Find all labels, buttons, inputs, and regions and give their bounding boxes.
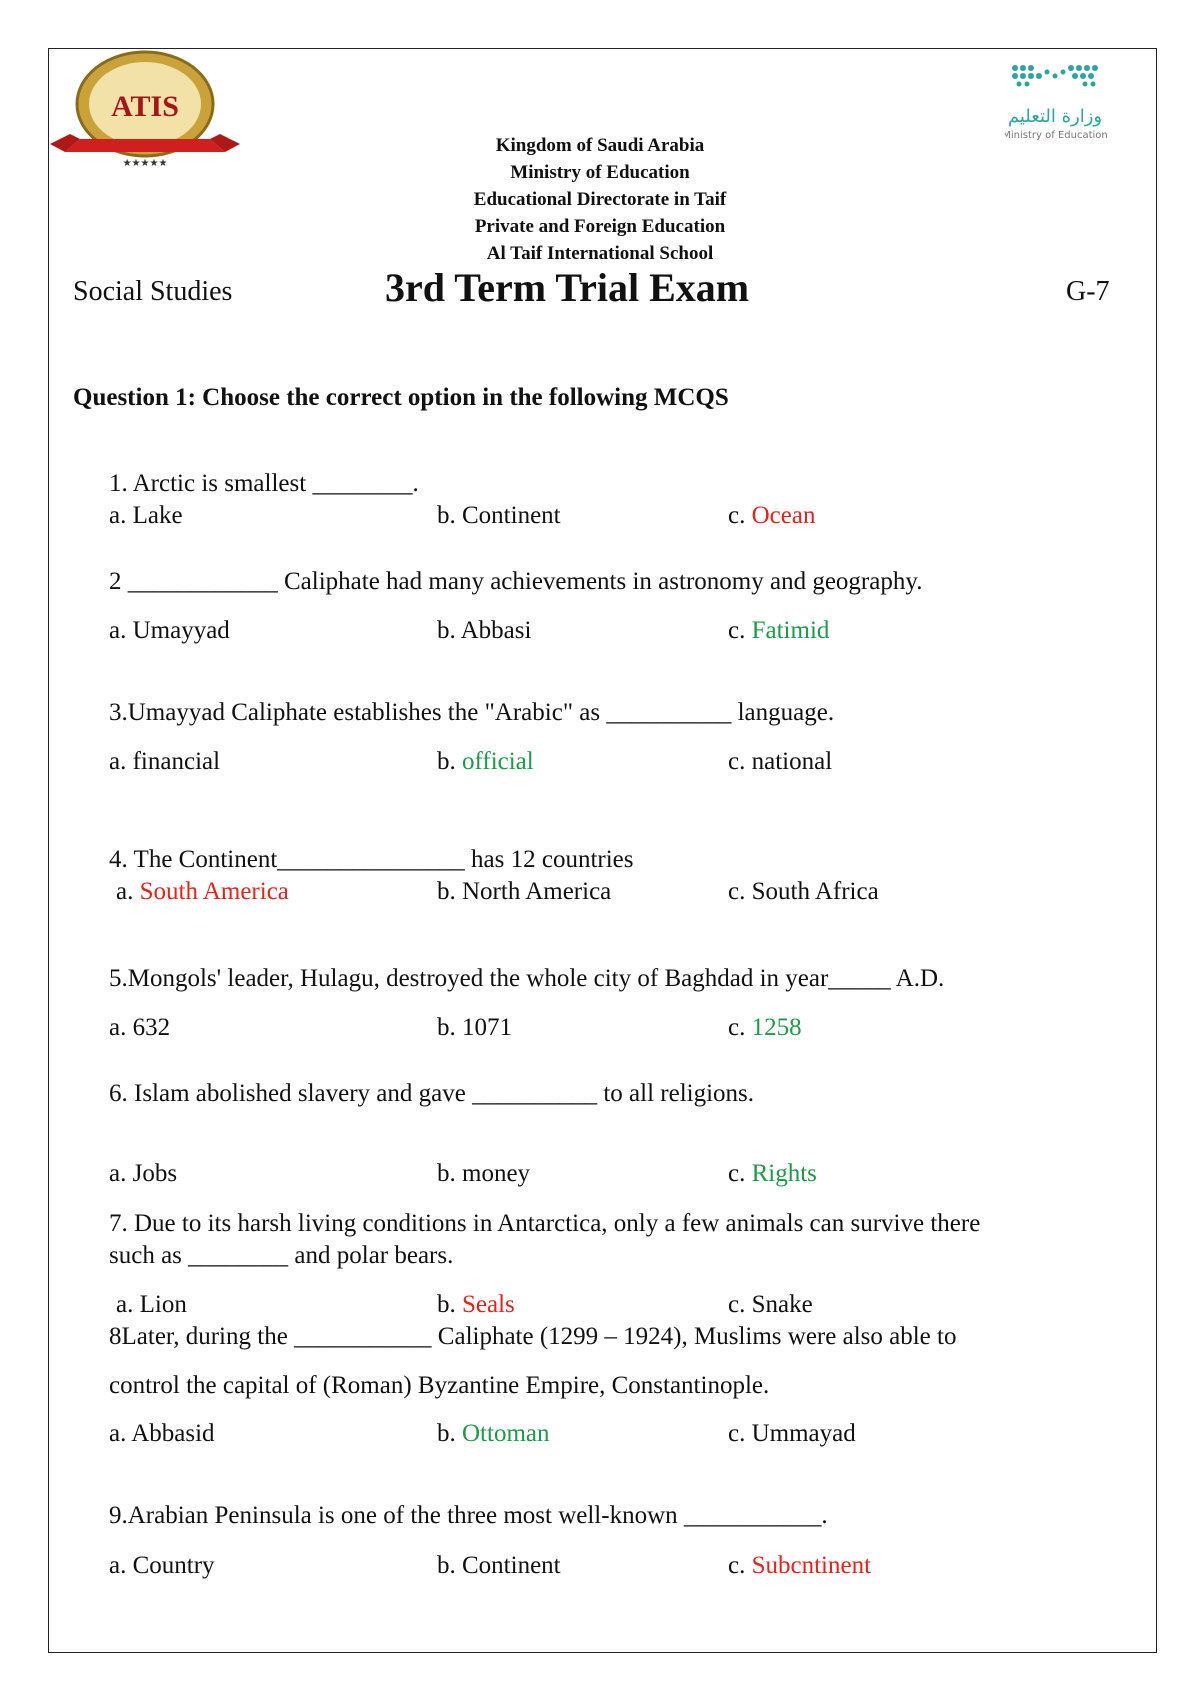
option-c: c. Snake — [728, 1291, 813, 1318]
option-b: b. official — [437, 748, 534, 775]
question-text: 2 ____________ Caliphate had many achievements in astronomy and geography. — [109, 568, 923, 595]
option-b: b. Continent — [437, 1552, 561, 1579]
logo-english-text: Ministry of Education — [1005, 130, 1108, 141]
option-c: c. 1258 — [728, 1014, 802, 1041]
question-text: 8Later, during the ___________ Caliphate (1299 – 1924), Muslims were also able to — [109, 1323, 957, 1350]
option-b: b. North America — [437, 878, 612, 905]
header-line: Kingdom of Saudi Arabia — [495, 135, 705, 156]
header-line: Al Taif International School — [486, 243, 714, 264]
option-a: a. financial — [109, 748, 221, 775]
question-heading: Question 1: Choose the correct option in the following MCQS — [73, 384, 729, 411]
subject-label: Social Studies — [73, 276, 233, 307]
option-c: c. South Africa — [728, 878, 879, 905]
option-a: a. Jobs — [109, 1160, 178, 1187]
question-text: 1. Arctic is smallest ________. — [109, 470, 419, 497]
option-a: a. Lake — [109, 502, 183, 529]
question-text: 5.Mongols' leader, Hulagu, destroyed the whole city of Baghdad in year_____ A.D. — [109, 965, 945, 992]
grade-label: G-7 — [1066, 276, 1110, 307]
question-text-continued: control the capital of (Roman) Byzantine Empire, Constantinople. — [109, 1372, 770, 1399]
option-a: a. Abbasid — [109, 1420, 215, 1447]
option-a: a. South America — [116, 878, 289, 905]
question-text: 7. Due to its harsh living conditions in Antarctica, only a few animals can survive there — [109, 1210, 981, 1237]
header-line: Ministry of Education — [510, 162, 690, 183]
option-c: c. Subcntinent — [728, 1552, 872, 1579]
question-text: 4. The Continent_______________ has 12 countries — [109, 846, 634, 873]
logo-arabic-text: وزارة التعليم — [1007, 106, 1103, 127]
option-b: b. Ottoman — [437, 1420, 550, 1447]
question-text: 3.Umayyad Caliphate establishes the "Arabic" as __________ language. — [109, 699, 835, 726]
option-b: b. Seals — [437, 1291, 515, 1318]
option-a: a. Umayyad — [109, 617, 230, 644]
question-text: 9.Arabian Peninsula is one of the three most well-known ___________. — [109, 1502, 828, 1529]
option-b: b. Abbasi — [437, 617, 532, 644]
svg-text:★★★★★: ★★★★★ — [122, 158, 168, 169]
option-a: a. Country — [109, 1552, 215, 1579]
option-a: a. 632 — [109, 1014, 171, 1041]
option-b: b. 1071 — [437, 1014, 512, 1041]
option-c: c. Ummayad — [728, 1420, 856, 1447]
option-a: a. Lion — [116, 1291, 187, 1318]
header-line: Educational Directorate in Taif — [473, 189, 727, 210]
logo-text: ATIS — [111, 90, 179, 123]
option-c: c. Fatimid — [728, 617, 830, 644]
option-b: b. Continent — [437, 502, 561, 529]
option-c: c. national — [728, 748, 833, 775]
option-c: c. Ocean — [728, 502, 816, 529]
question-text-continued: such as ________ and polar bears. — [109, 1242, 454, 1269]
school-header — [0, 132, 1200, 267]
option-b: b. money — [437, 1160, 531, 1187]
option-c: c. Rights — [728, 1160, 817, 1187]
question-text: 6. Islam abolished slavery and gave __________ to all religions. — [109, 1080, 755, 1107]
exam-title: 3rd Term Trial Exam — [385, 265, 750, 310]
header-line: Private and Foreign Education — [474, 216, 726, 237]
